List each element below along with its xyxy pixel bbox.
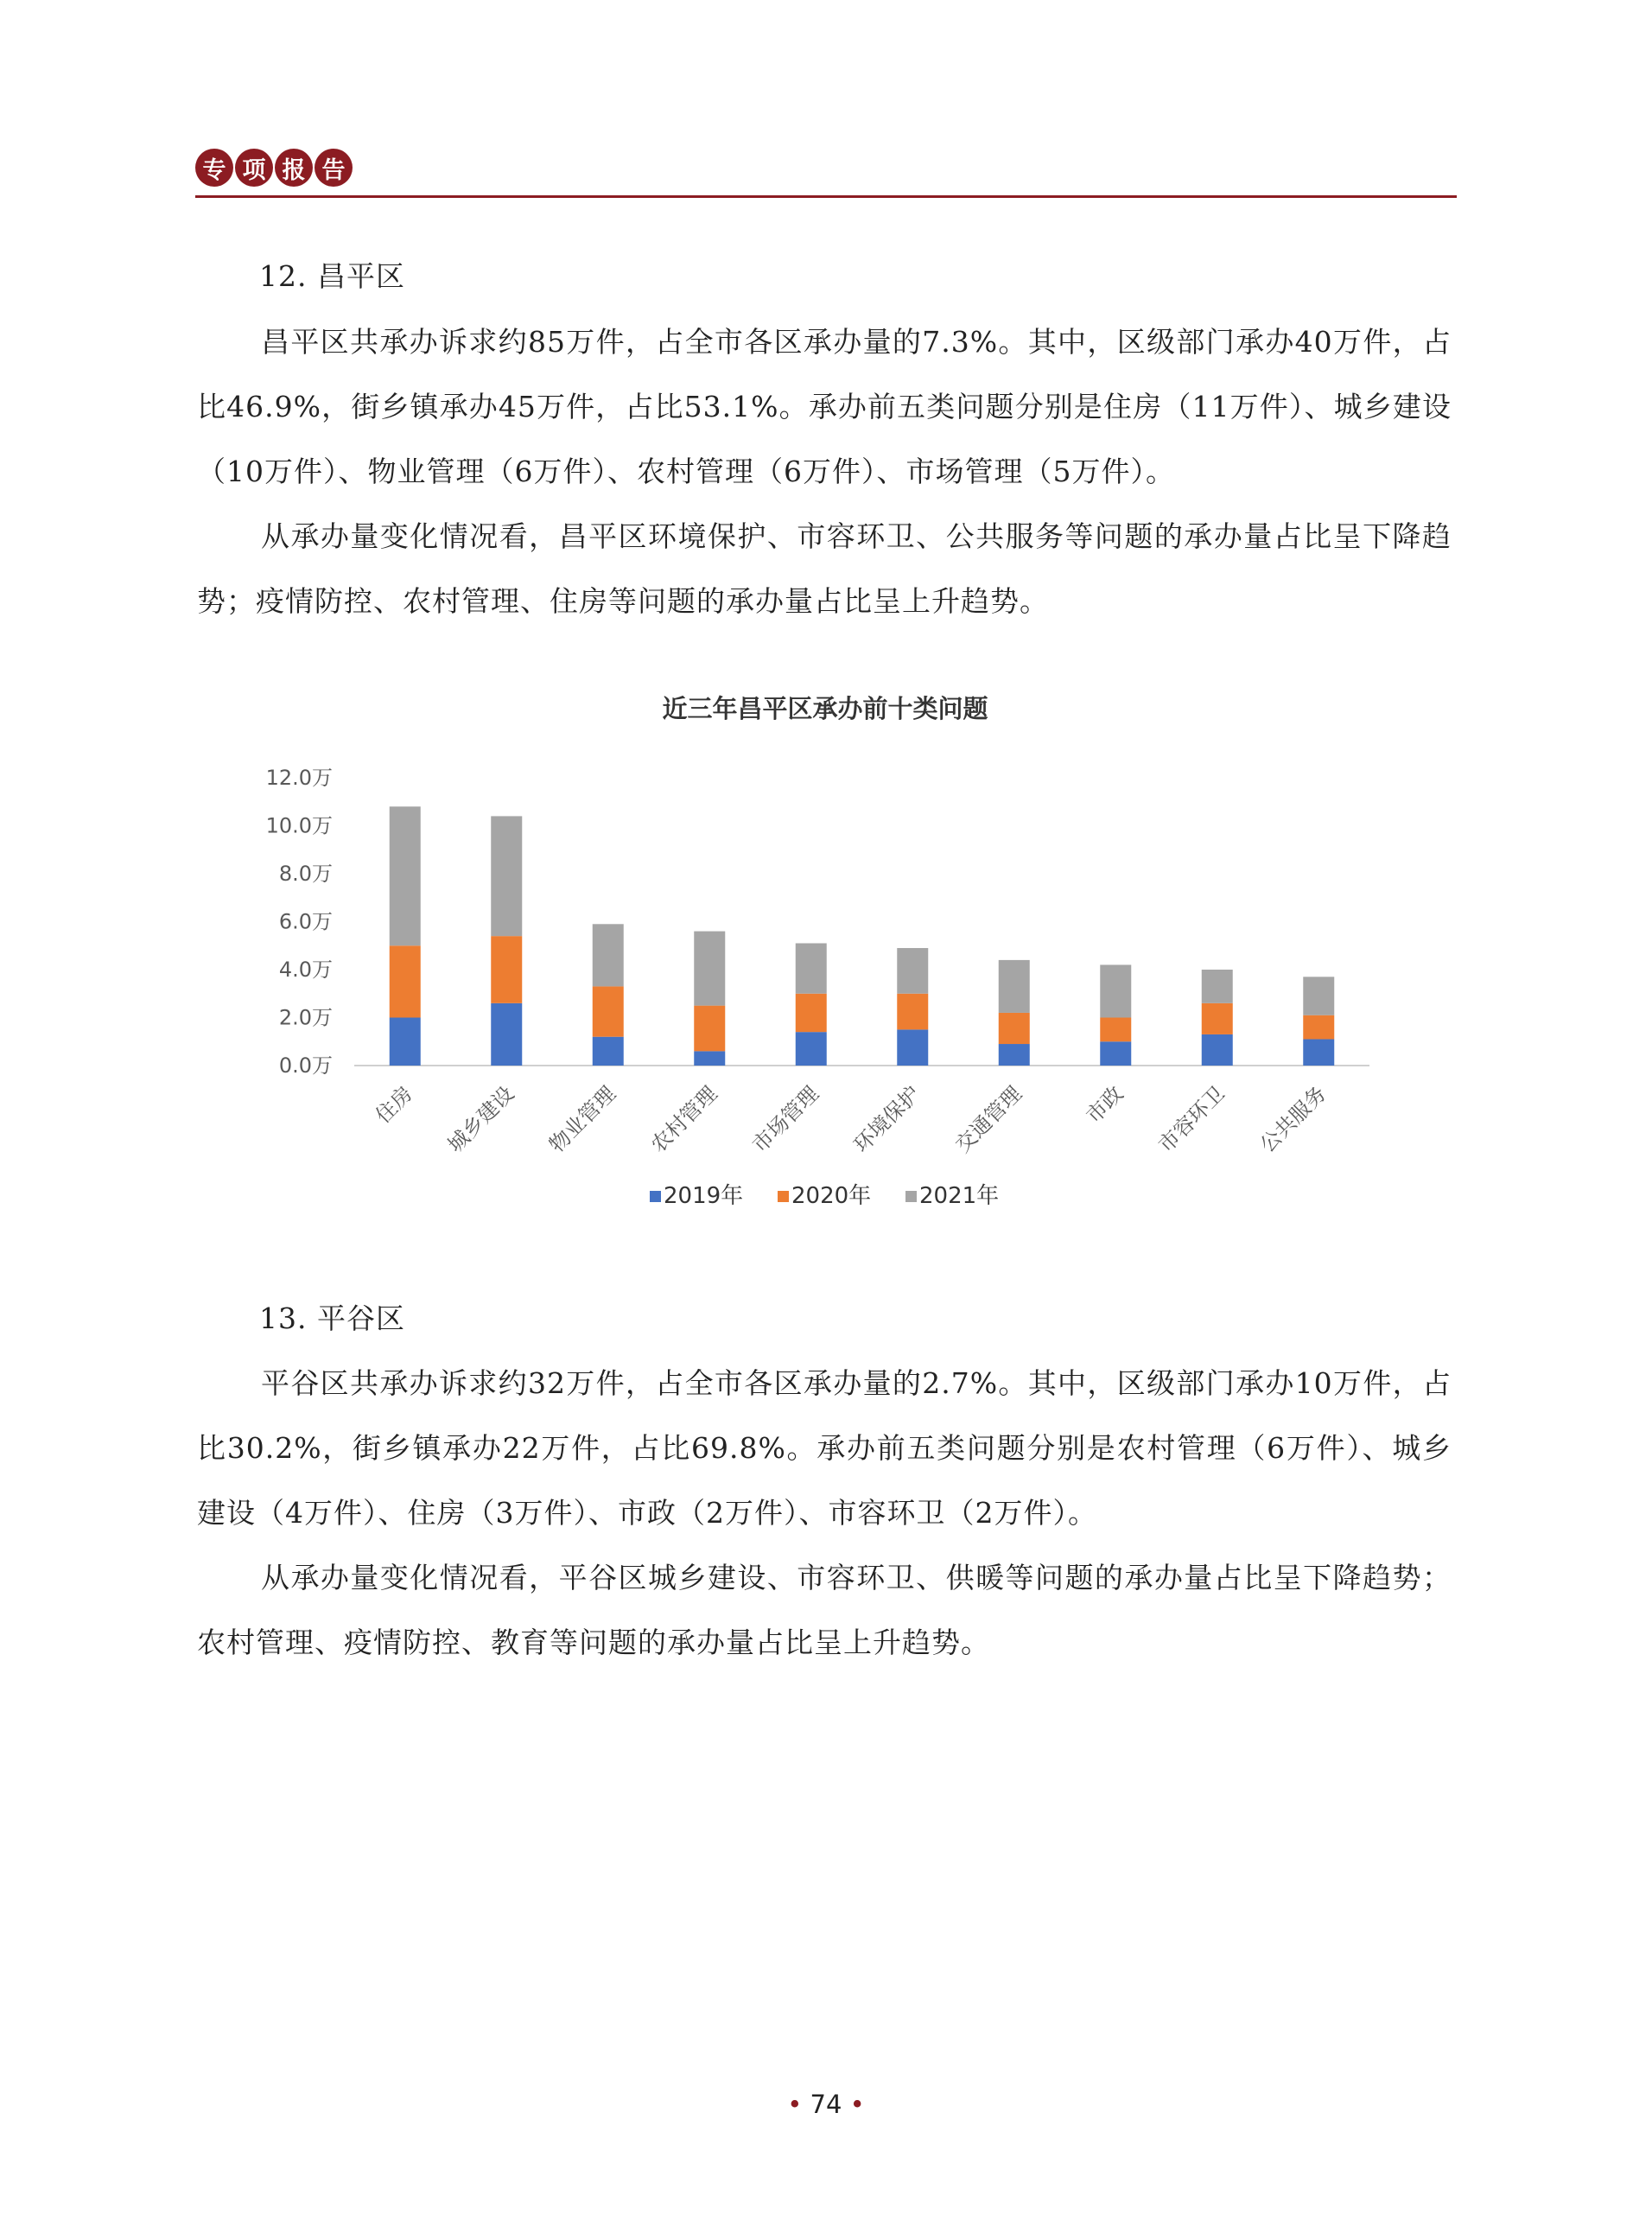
- bullet-dot: •: [849, 2090, 865, 2119]
- y-tick-label: 10.0万: [265, 813, 333, 838]
- stacked-bar-chart: [251, 683, 1400, 1236]
- bar-segment: [796, 994, 827, 1032]
- section-badge: [195, 149, 353, 187]
- bar-segment: [999, 1044, 1030, 1066]
- chart-title: 近三年昌平区承办前十类问题: [662, 694, 988, 723]
- bar-segment: [999, 960, 1030, 1013]
- page-number: [0, 2090, 1652, 2119]
- page-number-value: 74: [810, 2090, 842, 2119]
- bar-segment: [593, 924, 624, 986]
- bar-segment: [1303, 1015, 1334, 1040]
- bar-segment: [1303, 1039, 1334, 1066]
- bar-segment: [390, 1018, 421, 1066]
- bar-segment: [897, 1029, 928, 1066]
- x-tick-label: 公共服务: [1255, 1081, 1331, 1158]
- header-rule: [195, 195, 1457, 198]
- bar-segment: [491, 1003, 522, 1066]
- bar-segment: [491, 936, 522, 1003]
- bar-segment: [593, 1037, 624, 1066]
- y-tick-label: 8.0万: [278, 862, 333, 886]
- bar-segment: [390, 806, 421, 945]
- section-heading-changping: 12. 昌平区: [259, 259, 405, 293]
- legend-swatch: [650, 1191, 661, 1202]
- legend-swatch: [778, 1191, 789, 1202]
- bar-segment: [694, 1051, 725, 1066]
- bar-segment: [491, 816, 522, 936]
- x-tick-label: 物业管理: [544, 1081, 620, 1158]
- bullet-dot: •: [787, 2090, 803, 2119]
- x-tick-label: 城乡建设: [442, 1081, 519, 1158]
- paragraph-pinggu-summary: 平谷区共承办诉求约32万件，占全市各区承办量的2.7%。其中，区级部门承办10万件，占比30.2%，街乡镇承办22万件，占比69.8%。承办前五类问题分别是农村管理（6万件）、城乡建设（4万件）、住房（3万件）、市政（2万件）、市容环卫（2万件）。: [197, 1366, 1452, 1530]
- x-tick-label: 市容环卫: [1153, 1081, 1229, 1158]
- y-tick-label: 6.0万: [278, 909, 333, 934]
- y-tick-label: 4.0万: [278, 958, 333, 982]
- bar-segment: [897, 994, 928, 1030]
- y-tick-label: 12.0万: [265, 766, 333, 790]
- bar-segment: [1202, 1003, 1233, 1034]
- bar-segment: [1100, 1018, 1131, 1042]
- bar-segment: [694, 932, 725, 1006]
- bar-segment: [593, 986, 624, 1036]
- badge-char: 专: [195, 149, 233, 187]
- badge-char: 报: [275, 149, 313, 187]
- legend-label: 2021年: [919, 1183, 1000, 1209]
- section-heading-pinggu: 13. 平谷区: [259, 1301, 405, 1335]
- bar-segment: [1202, 1034, 1233, 1066]
- x-tick-label: 农村管理: [645, 1081, 722, 1158]
- paragraph-pinggu-trend: 从承办量变化情况看，平谷区城乡建设、市容环卫、供暖等问题的承办量占比呈下降趋势；农村管理、疫情防控、教育等问题的承办量占比呈上升趋势。: [197, 1561, 1452, 1659]
- x-tick-label: 住房: [371, 1081, 417, 1129]
- report-header: [195, 149, 1457, 200]
- x-tick-label: 环境保护: [848, 1081, 925, 1158]
- bar-segment: [999, 1013, 1030, 1044]
- x-tick-label: 市场管理: [747, 1081, 823, 1158]
- y-tick-label: 0.0万: [278, 1053, 333, 1078]
- paragraph-changping-summary: 昌平区共承办诉求约85万件，占全市各区承办量的7.3%。其中，区级部门承办40万件，占比46.9%，街乡镇承办45万件，占比53.1%。承办前五类问题分别是住房（11万件）、城乡建设（10万件）、物业管理（6万件）、农村管理（6万件）、市场管理（5万件）。: [197, 325, 1452, 488]
- legend-label: 2020年: [791, 1183, 872, 1209]
- bar-segment: [1100, 1041, 1131, 1066]
- bar-segment: [694, 1006, 725, 1052]
- legend-swatch: [905, 1191, 917, 1202]
- x-tick-label: 市政: [1081, 1081, 1128, 1129]
- bar-segment: [390, 945, 421, 1017]
- badge-char: 告: [315, 149, 353, 187]
- bar-segment: [796, 943, 827, 993]
- badge-char: 项: [235, 149, 273, 187]
- paragraph-changping-trend: 从承办量变化情况看，昌平区环境保护、市容环卫、公共服务等问题的承办量占比呈下降趋势；疫情防控、农村管理、住房等问题的承办量占比呈上升趋势。: [197, 519, 1452, 618]
- bar-segment: [1100, 964, 1131, 1017]
- bar-segment: [796, 1032, 827, 1066]
- bar-segment: [897, 948, 928, 994]
- bar-segment: [1303, 977, 1334, 1015]
- y-tick-label: 2.0万: [278, 1005, 333, 1030]
- bar-segment: [1202, 970, 1233, 1003]
- x-tick-label: 交通管理: [950, 1081, 1026, 1158]
- legend-label: 2019年: [664, 1183, 744, 1209]
